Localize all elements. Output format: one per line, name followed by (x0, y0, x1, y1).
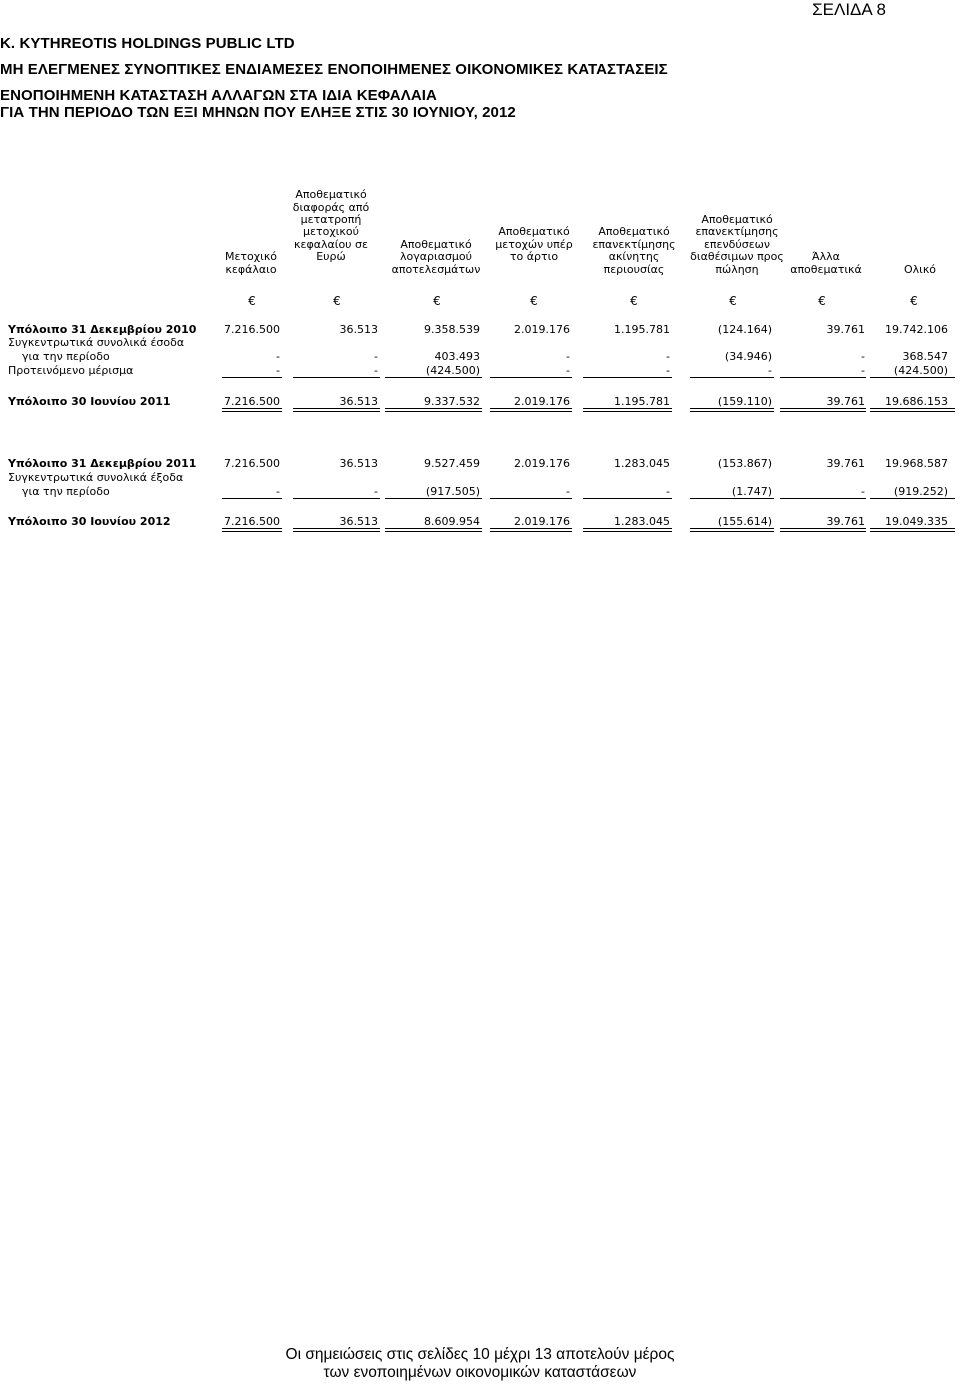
table-cell: (917.505) (425, 485, 480, 498)
row-label: για την περίοδο (22, 350, 110, 363)
total-double-rule (222, 528, 282, 532)
row-label: Υπόλοιπο 30 Ιουνίου 2011 (8, 395, 171, 408)
subtotal-rule (222, 498, 282, 499)
table-cell: (153.867) (717, 457, 772, 470)
table-cell: - (666, 364, 670, 377)
table-cell: 9.337.532 (424, 395, 480, 408)
currency-symbol: € (630, 294, 638, 308)
table-cell: 2.019.176 (514, 395, 570, 408)
table-cell: (34.946) (724, 350, 772, 363)
table-cell: (424.500) (425, 364, 480, 377)
table-cell: - (276, 364, 280, 377)
total-double-rule (583, 528, 672, 532)
statement-title: ΕΝΟΠΟΙΗΜΕΝΗ ΚΑΤΑΣΤΑΣΗ ΑΛΛΑΓΩΝ ΣΤΑ ΙΔΙΑ ΚΕΦΑΛΑΙΑ (0, 87, 437, 104)
total-double-rule (780, 408, 866, 412)
subtotal-rule (490, 377, 572, 378)
table-cell: 1.195.781 (614, 395, 670, 408)
table-cell: - (374, 364, 378, 377)
currency-symbol: € (333, 294, 341, 308)
table-cell: 7.216.500 (224, 457, 280, 470)
table-cell: 36.513 (339, 457, 378, 470)
row-label: Συγκεντρωτικά συνολικά έσοδα (8, 336, 185, 349)
table-cell: - (276, 350, 280, 363)
table-cell: 39.761 (826, 323, 865, 336)
report-title: ΜΗ ΕΛΕΓΜΕΝΕΣ ΣΥΝΟΠΤΙΚΕΣ ΕΝΔΙΑΜΕΣΕΣ ΕΝΟΠΟΙΗΜΕΝΕΣ ΟΙΚΟΝΟΜΙΚΕΣ ΚΑΤΑΣΤΑΣΕΙΣ (0, 61, 668, 78)
table-cell: - (374, 485, 378, 498)
subtotal-rule (690, 498, 774, 499)
table-cell: 36.513 (339, 323, 378, 336)
table-cell: 9.527.459 (424, 457, 480, 470)
subtotal-rule (385, 377, 482, 378)
subtotal-rule (690, 377, 774, 378)
table-cell: - (374, 350, 378, 363)
table-cell: 1.283.045 (614, 457, 670, 470)
total-double-rule (690, 408, 774, 412)
row-label: Υπόλοιπο 31 Δεκεμβρίου 2011 (8, 457, 197, 470)
table-cell: - (566, 350, 570, 363)
table-cell: - (566, 364, 570, 377)
total-double-rule (293, 528, 380, 532)
footer-note-line-1: Οι σημειώσεις στις σελίδες 10 μέχρι 13 αποτελούν μέρος (285, 1346, 675, 1363)
table-cell: (155.614) (717, 515, 772, 528)
subtotal-rule (870, 377, 955, 378)
table-cell: 19.049.335 (885, 515, 948, 528)
subtotal-rule (293, 498, 380, 499)
currency-symbol: € (248, 294, 256, 308)
row-label: για την περίοδο (22, 485, 110, 498)
total-double-rule (490, 528, 572, 532)
table-cell: 36.513 (339, 395, 378, 408)
total-double-rule (583, 408, 672, 412)
table-cell: - (861, 364, 865, 377)
column-header-7: Άλλα αποθεματικά (790, 250, 862, 276)
column-header-3: Αποθεματικό λογαριασμού αποτελεσμάτων (391, 237, 481, 276)
subtotal-rule (293, 377, 380, 378)
total-double-rule (490, 408, 572, 412)
table-cell: 36.513 (339, 515, 378, 528)
table-cell: - (666, 485, 670, 498)
table-cell: 1.195.781 (614, 323, 670, 336)
currency-symbol: € (433, 294, 441, 308)
column-header-5: Αποθεματικό επανεκτίμησης ακίνητης περιουσίας (592, 225, 676, 276)
company-name: Κ. KYTHREOTIS HOLDINGS PUBLIC LTD (0, 35, 295, 52)
currency-symbol: € (910, 294, 918, 308)
column-header-1: Μετοχικό κεφάλαιο (224, 250, 278, 276)
subtotal-rule (870, 498, 955, 499)
table-cell: 1.283.045 (614, 515, 670, 528)
table-cell: 9.358.539 (424, 323, 480, 336)
column-header-2: Αποθεματικό διαφοράς από μετατροπή μετοχικού κεφαλαίου σε Ευρώ (292, 188, 370, 264)
currency-symbol: € (530, 294, 538, 308)
table-cell: - (861, 485, 865, 498)
table-cell: 39.761 (826, 515, 865, 528)
table-cell: 8.609.954 (424, 515, 480, 528)
footer-note-line-2: των ενοποιημένων οικονομικών καταστάσεων (323, 1364, 637, 1381)
subtotal-rule (222, 377, 282, 378)
table-cell: - (768, 364, 772, 377)
table-cell: 7.216.500 (224, 515, 280, 528)
column-header-6: Αποθεματικό επανεκτίμησης επενδύσεων διαθέσιμων προς πώληση (690, 213, 784, 276)
table-cell: (424.500) (893, 364, 948, 377)
total-double-rule (870, 408, 955, 412)
table-cell: 7.216.500 (224, 323, 280, 336)
subtotal-rule (385, 498, 482, 499)
column-header-4: Αποθεματικό μετοχών υπέρ το άρτιο (495, 225, 573, 264)
total-double-rule (385, 408, 482, 412)
table-cell: - (566, 485, 570, 498)
table-cell: 7.216.500 (224, 395, 280, 408)
table-cell: 19.742.106 (885, 323, 948, 336)
total-double-rule (385, 528, 482, 532)
currency-symbol: € (729, 294, 737, 308)
table-cell: (159.110) (717, 395, 772, 408)
row-label: Υπόλοιπο 30 Ιουνίου 2012 (8, 515, 171, 528)
table-cell: 39.761 (826, 395, 865, 408)
table-cell: - (666, 350, 670, 363)
total-double-rule (870, 528, 955, 532)
table-cell: (919.252) (893, 485, 948, 498)
table-cell: 2.019.176 (514, 323, 570, 336)
table-cell: 368.547 (902, 350, 948, 363)
row-label: Υπόλοιπο 31 Δεκεμβρίου 2010 (8, 323, 197, 336)
table-cell: (1.747) (731, 485, 772, 498)
table-cell: (124.164) (717, 323, 772, 336)
total-double-rule (222, 408, 282, 412)
subtotal-rule (490, 498, 572, 499)
row-label: Προτεινόμενο μέρισμα (8, 364, 134, 377)
total-double-rule (780, 528, 866, 532)
table-cell: 2.019.176 (514, 515, 570, 528)
subtotal-rule (780, 377, 866, 378)
subtotal-rule (583, 377, 672, 378)
page-number: ΣΕΛΙΔΑ 8 (812, 0, 886, 19)
subtotal-rule (583, 498, 672, 499)
currency-symbol: € (818, 294, 826, 308)
table-cell: 19.686.153 (885, 395, 948, 408)
table-cell: 403.493 (434, 350, 480, 363)
table-cell: 39.761 (826, 457, 865, 470)
total-double-rule (293, 408, 380, 412)
column-header-8: Ολικό (903, 262, 937, 276)
total-double-rule (690, 528, 774, 532)
row-label: Συγκεντρωτικά συνολικά έξοδα (8, 471, 184, 484)
table-cell: - (276, 485, 280, 498)
period-title: ΓΙΑ ΤΗΝ ΠΕΡΙΟΔΟ ΤΩΝ ΕΞΙ ΜΗΝΩΝ ΠΟΥ ΕΛΗΞΕ ΣΤΙΣ 30 ΙΟΥΝΙΟΥ, 2012 (0, 104, 516, 121)
table-cell: - (861, 350, 865, 363)
table-cell: 19.968.587 (885, 457, 948, 470)
table-cell: 2.019.176 (514, 457, 570, 470)
subtotal-rule (780, 498, 866, 499)
